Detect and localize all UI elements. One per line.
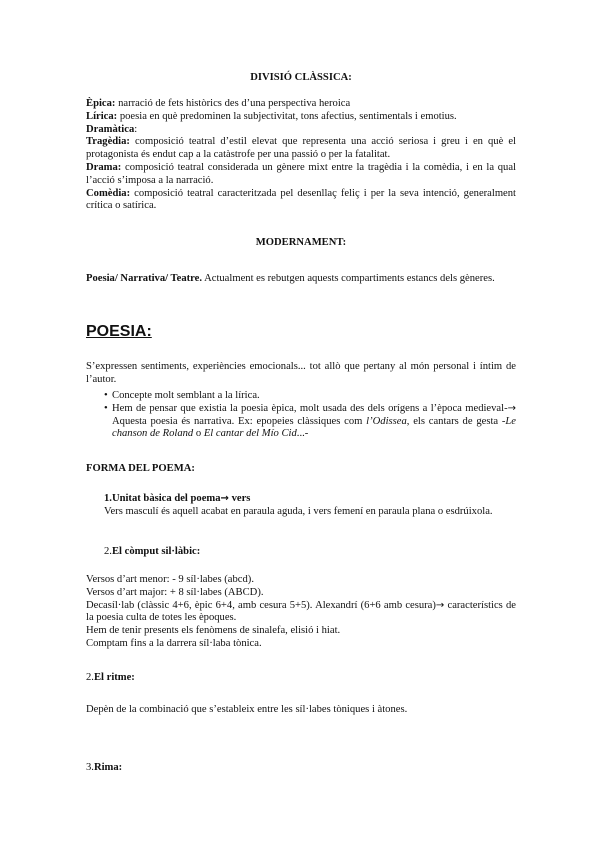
decasil-end: característics de la poesia culta de totes les èpoques. bbox=[86, 599, 516, 624]
fenomens-line: Hem de tenir presents els fenòmens de sinalefa, elisió i hiat. bbox=[86, 625, 341, 637]
roland-title: Le chanson de Roland bbox=[112, 415, 516, 440]
comput-number: 2. bbox=[104, 546, 112, 557]
list-item bbox=[104, 403, 516, 441]
classical-division-list bbox=[86, 98, 516, 213]
comput-heading-line bbox=[104, 546, 516, 559]
modern-genres: Poesia/ Narrativa/ Teatre. bbox=[86, 273, 203, 284]
epica-term: Èpica: bbox=[86, 98, 116, 109]
modern-text: Actualment es rebutgen aquests compartiments estancs dels gèneres. bbox=[202, 273, 495, 284]
drama-line bbox=[86, 162, 516, 188]
dramatica-colon: : bbox=[134, 123, 138, 135]
unitat-text: Vers masculí és aquell acabat en paraula aguda, i vers femení en paraula plana o esdrúixola. bbox=[104, 506, 493, 517]
comedia-definition: composició teatral caracteritzada pel desenllaç feliç i per la seva intenció, generalment crítica o satírica. bbox=[86, 187, 516, 212]
tragedia-line bbox=[86, 136, 516, 162]
ritme-text: Depèn de la combinació que s’estableix entre les síl·labes tòniques i àtones. bbox=[86, 704, 408, 715]
bullet-2-text-o: o bbox=[193, 428, 204, 440]
bullet-icon: • bbox=[104, 402, 108, 414]
page-title: DIVISIÓ CLÀSSICA: bbox=[250, 72, 352, 83]
rima-number: 3. bbox=[86, 762, 94, 773]
poesia-heading-text: POESIA: bbox=[86, 323, 152, 340]
ritme-heading: El ritme: bbox=[93, 672, 135, 683]
dramatica-line bbox=[86, 124, 516, 137]
bullet-2-text-a: Hem de pensar que existia la poesia èpica, molt usada des dels orígens a l’època medieval- bbox=[112, 402, 508, 414]
bullet-2-text-c: , els cantars de gesta - bbox=[406, 415, 506, 427]
mio-cid-title: El cantar del Mío Cid bbox=[203, 428, 297, 440]
epica-line bbox=[86, 98, 516, 111]
versos-major: Versos d’art major: + 8 síl·labes (ABCD). bbox=[86, 586, 264, 598]
comput-block bbox=[86, 574, 516, 651]
versos-menor: Versos d’art menor: - 9 síl·labes (abcd). bbox=[86, 574, 254, 585]
bullet-2-text-b: Aquesta poesia és narrativa. Ex: epopeies clàssiques com bbox=[112, 415, 367, 427]
poesia-heading bbox=[86, 323, 516, 341]
poesia-intro: S’expressen sentiments, experiències emocionals... tot allò que pertany al món personal i íntim de l’autor. bbox=[86, 361, 516, 385]
unitat-heading: 1.Unitat bàsica del poema bbox=[104, 493, 221, 504]
modern-paragraph bbox=[86, 273, 516, 286]
epica-definition: narració de fets històrics des d’una perspectiva heroica bbox=[115, 98, 351, 109]
arrow-right-icon: → bbox=[220, 493, 229, 504]
rima-heading: Rima: bbox=[93, 762, 123, 773]
odissea-title: l’Odissea bbox=[366, 415, 407, 427]
lirica-line bbox=[86, 111, 516, 124]
comedia-term: Comèdia: bbox=[86, 187, 131, 199]
drama-term: Drama: bbox=[86, 161, 122, 173]
decasil-text: Decasíl·lab (clàssic 4+6, èpic 6+4, amb cesura 5+5). Alexandrí (6+6 amb cesura) bbox=[86, 599, 436, 611]
forma-heading: FORMA DEL POEMA: bbox=[86, 463, 195, 474]
comptam-line: Comptam fins a la darrera síl·laba tònica. bbox=[86, 637, 262, 649]
rima-heading-line bbox=[86, 762, 516, 775]
comput-heading: El còmput sil·làbic: bbox=[111, 546, 201, 557]
decasil-line bbox=[86, 600, 516, 626]
ritme-number: 2. bbox=[86, 672, 94, 683]
bullet-2-text-end: ...- bbox=[296, 428, 309, 440]
dramatica-term: Dramàtica bbox=[86, 123, 135, 135]
unitat-vers: vers bbox=[228, 493, 251, 504]
arrow-right-icon: → bbox=[435, 599, 445, 611]
bullet-1-text: Concepte molt semblant a la lírica. bbox=[112, 390, 260, 401]
comedia-line bbox=[86, 188, 516, 214]
unitat-heading-line bbox=[104, 493, 516, 506]
arrow-right-icon: → bbox=[507, 402, 516, 414]
tragedia-term: Tragèdia: bbox=[86, 136, 130, 148]
lirica-definition: poesia en què predominen la subjectivitat, tons afectius, sentimentals i emotius. bbox=[117, 110, 457, 122]
drama-definition: composició teatral considerada un gènere mixt entre la tragèdia i la comèdia, i en la qual l’acció s’imposa a la narració. bbox=[86, 161, 516, 186]
modern-heading: MODERNAMENT: bbox=[255, 237, 347, 248]
tragedia-definition: composició teatral d’estil elevat que representa una acció seriosa i greu i en què el protagonista és endut cap a la catàstrofe per una passió o per la fatalitat. bbox=[86, 136, 516, 161]
list-item bbox=[104, 390, 516, 403]
lirica-term: Lírica: bbox=[86, 110, 118, 122]
poesia-bullets bbox=[104, 390, 516, 441]
ritme-heading-line bbox=[86, 672, 516, 685]
bullet-icon: • bbox=[104, 390, 108, 401]
